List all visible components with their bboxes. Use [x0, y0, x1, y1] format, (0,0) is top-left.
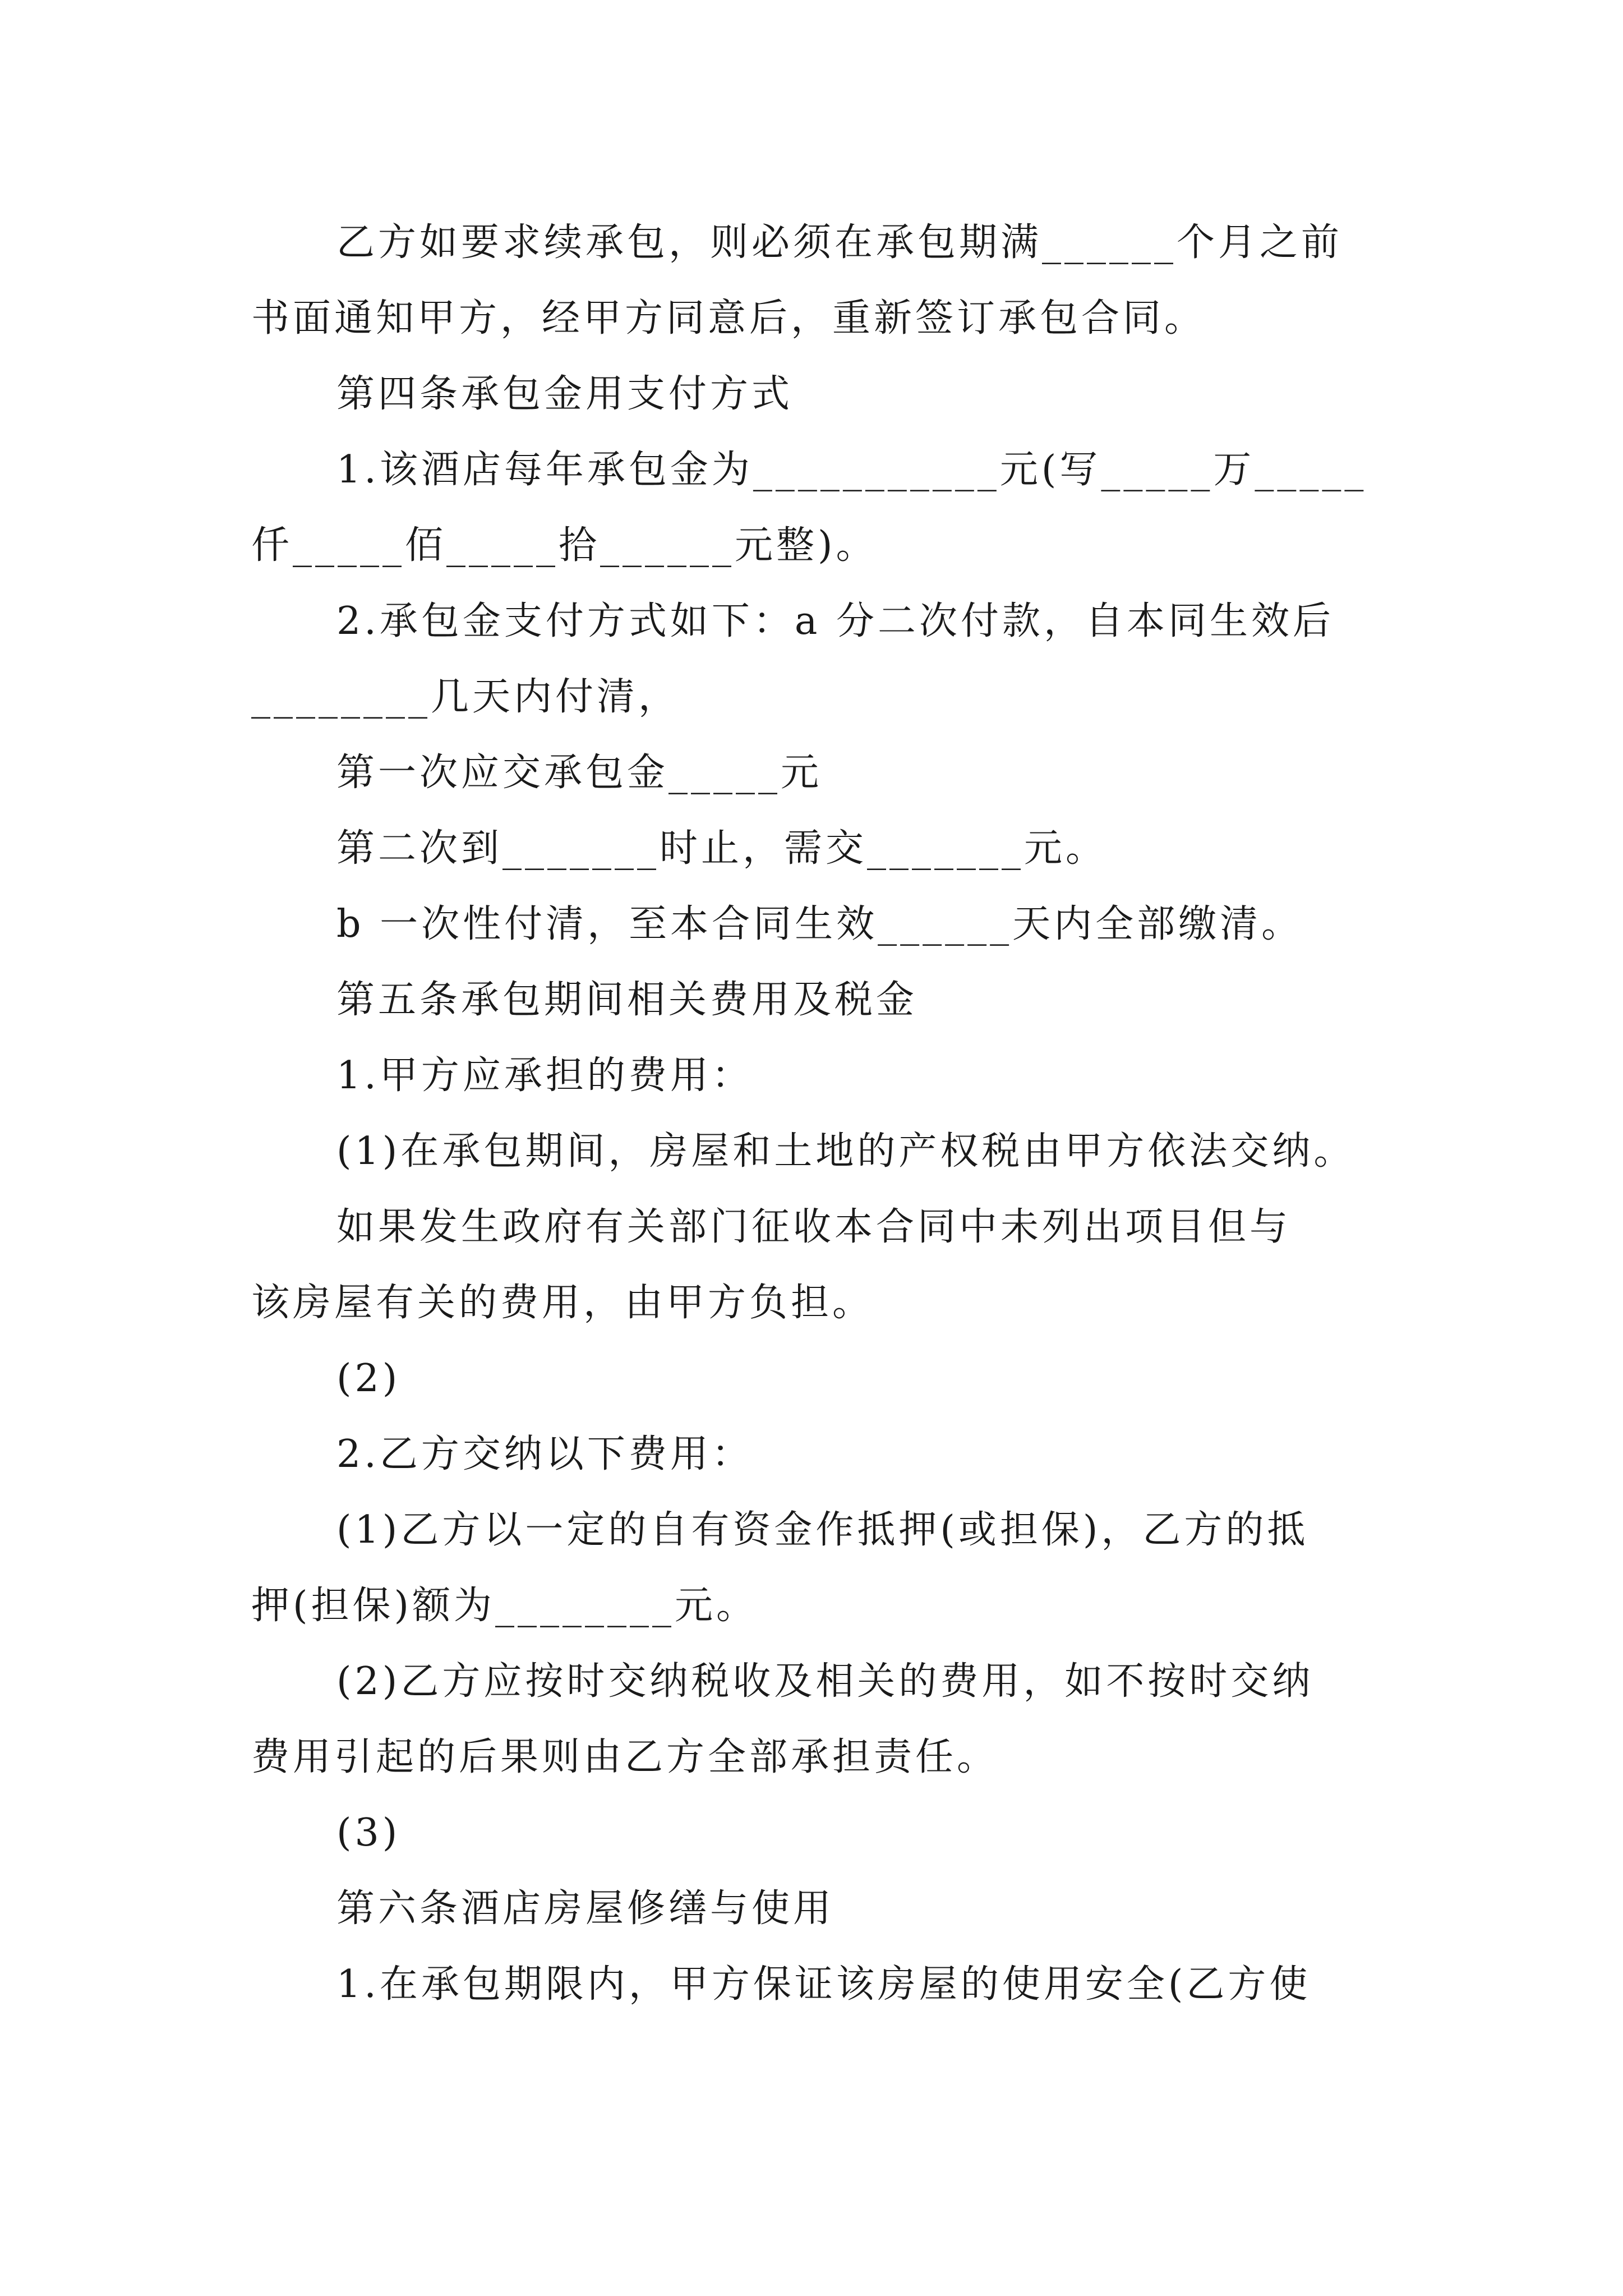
paragraph-line: 第一次应交承包金_____元 [336, 751, 823, 795]
paragraph-line: 该房屋有关的费用，由甲方负担。 [251, 1281, 874, 1325]
paragraph-line: 书面通知甲方，经甲方同意后，重新签订承包合同。 [251, 296, 1206, 341]
paragraph-line: 押(担保)额为________元。 [251, 1584, 758, 1628]
paragraph-line: 如果发生政府有关部门征收本合同中未列出项目但与 [336, 1205, 1292, 1249]
paragraph-line: (3) [336, 1811, 401, 1855]
section-heading: 第四条承包金用支付方式 [336, 372, 794, 416]
paragraph-line: 仟_____佰_____拾______元整)。 [251, 523, 878, 568]
paragraph-line: 1.在承包期限内，甲方保证该房屋的使用安全(乙方使 [336, 1962, 1311, 2007]
section-heading: 第六条酒店房屋修缮与使用 [336, 1887, 835, 1931]
paragraph-line: 1.甲方应承担的费用： [336, 1053, 753, 1098]
paragraph-line: (1)乙方以一定的自有资金作抵押(或担保)，乙方的抵 [336, 1508, 1309, 1552]
paragraph-line: 1.该酒店每年承包金为___________元(写_____万_____ [336, 448, 1367, 492]
section-heading: 第五条承包期间相关费用及税金 [336, 978, 918, 1022]
paragraph-line: 乙方如要求续承包，则必须在承包期满______个月之前 [336, 220, 1343, 265]
paragraph-line: 费用引起的后果则由乙方全部承担责任。 [251, 1735, 999, 1779]
paragraph-line: (2) [336, 1356, 401, 1401]
paragraph-line: 2.乙方交纳以下费用： [336, 1432, 753, 1476]
paragraph-line: b 一次性付清，至本合同生效______天内全部缴清。 [336, 902, 1303, 946]
paragraph-line: (1)在承包期间，房屋和土地的产权税由甲方依法交纳。 [336, 1129, 1355, 1174]
paragraph-line: ________几天内付清， [251, 675, 680, 719]
paragraph-line: (2)乙方应按时交纳税收及相关的费用，如不按时交纳 [336, 1659, 1314, 1704]
paragraph-line: 2.承包金支付方式如下：a 分二次付款，自本同生效后 [336, 599, 1335, 643]
paragraph-line: 第二次到_______时止，需交_______元。 [336, 826, 1108, 871]
